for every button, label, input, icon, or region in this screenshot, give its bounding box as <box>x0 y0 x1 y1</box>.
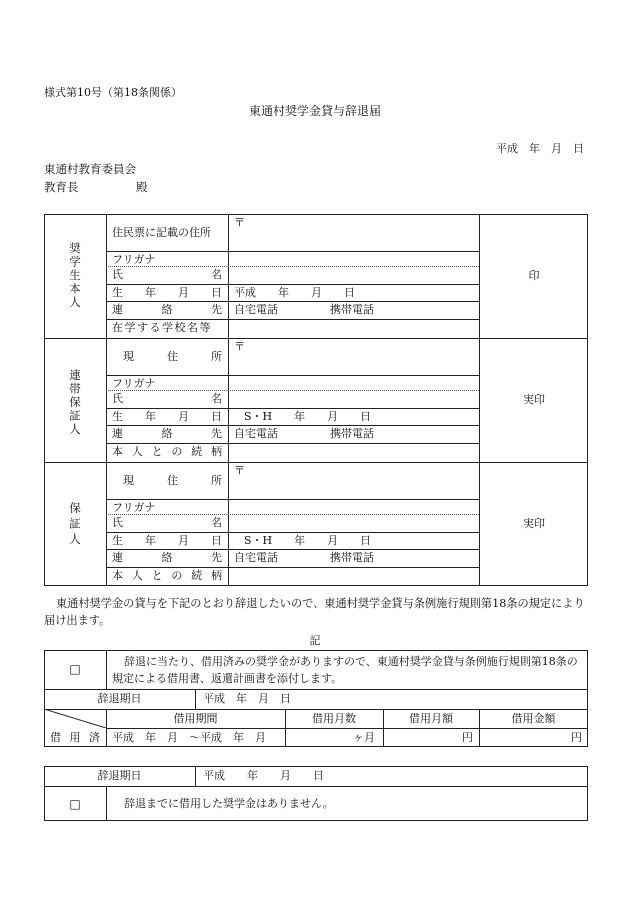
col-header-months: 借用月数 <box>312 712 356 725</box>
student-address-field[interactable] <box>229 215 479 251</box>
joint-relation-label: 本 人 と の 続 柄 <box>112 445 222 458</box>
row-label-borrowed: 借 用 済 <box>50 731 100 744</box>
joint-furigana-field[interactable] <box>229 376 479 390</box>
ki-mark: 記 <box>309 634 321 647</box>
joint-seal: 実印 <box>523 393 545 406</box>
guarantor-birth-value[interactable]: S・H 年 月 日 <box>244 534 372 547</box>
guarantor-name-field[interactable] <box>229 515 479 532</box>
joint-contact-label: 連 絡 先 <box>112 427 222 440</box>
guarantor-home-phone[interactable]: 自宅電話 <box>234 551 278 564</box>
option2-checkbox[interactable]: □ <box>69 797 81 811</box>
guarantor-furigana-field[interactable] <box>229 500 479 514</box>
joint-mobile-phone[interactable]: 携帯電話 <box>330 427 374 440</box>
option1-checkbox[interactable]: □ <box>69 662 81 676</box>
student-home-phone[interactable]: 自宅電話 <box>234 303 278 316</box>
option2-withdraw-value[interactable]: 平成 年 月 日 <box>203 769 324 782</box>
student-postal-mark: 〒 <box>234 216 245 229</box>
date-line[interactable]: 平成 年 月 日 <box>496 142 584 155</box>
statement-text: 東通村奨学金の貸与を下記のとおり辞退したいので、東通村奨学金貸与条例施行規則第18条の規定により届け出ます。 <box>44 597 585 627</box>
student-name-field[interactable] <box>229 267 479 284</box>
joint-birth-value[interactable]: S・H 年 月 日 <box>244 410 372 423</box>
joint-relation-field[interactable] <box>229 444 479 462</box>
student-name-label: 氏 名 <box>112 268 222 281</box>
student-seal: 印 <box>528 269 540 282</box>
option2-text: 辞退までに借用した奨学金はありません。 <box>124 797 334 810</box>
student-birth-value[interactable]: 平成 年 月 日 <box>234 286 355 299</box>
joint-address-label: 現 住 所 <box>112 350 222 363</box>
borrow-period-value[interactable]: 平成 年 月 ～平成 年 月 <box>112 731 266 744</box>
option1-withdraw-value[interactable]: 平成 年 月 日 <box>203 692 291 705</box>
joint-birth-label: 生 年 月 日 <box>112 410 222 423</box>
option2-withdraw-label: 辞退期日 <box>97 769 142 782</box>
guarantor-contact-label: 連 絡 先 <box>112 551 222 564</box>
guarantor-address-field[interactable] <box>229 463 479 499</box>
joint-postal-mark: 〒 <box>234 340 245 353</box>
borrow-total-yen[interactable]: 円 <box>571 731 582 744</box>
guarantor-relation-label: 本 人 と の 続 柄 <box>112 569 222 582</box>
student-birth-label: 生 年 月 日 <box>112 286 222 299</box>
document-title: 東通村奨学金貸与辞退届 <box>248 104 381 118</box>
form-number: 様式第10号（第18条関係） <box>44 86 182 99</box>
guarantor-seal: 実印 <box>523 517 545 530</box>
option1-text: 辞退に当たり、借用済みの奨学金がありますので、東通村奨学金貸与条例施行規則第18条の規定による借用書、返還計画書を添付します。 <box>112 655 578 685</box>
guarantor-address-label: 現 住 所 <box>112 474 222 487</box>
student-mobile-phone[interactable]: 携帯電話 <box>330 303 374 316</box>
borrow-monthly-yen[interactable]: 円 <box>462 731 473 744</box>
student-contact-label: 連 絡 先 <box>112 303 222 316</box>
diagonal-header-cell <box>44 709 106 728</box>
student-furigana-label: フリガナ <box>112 253 156 266</box>
guarantor-mobile-phone[interactable]: 携帯電話 <box>330 551 374 564</box>
student-furigana-field[interactable] <box>229 252 479 266</box>
guarantor-birth-label: 生 年 月 日 <box>112 534 222 547</box>
guarantor-name-label: 氏 名 <box>112 516 222 529</box>
student-school-field[interactable] <box>229 320 479 338</box>
section-label-guarantor: 保証人 <box>68 502 82 549</box>
addressee-org: 東通村教育委員会 <box>44 162 136 176</box>
option1-withdraw-label: 辞退期日 <box>97 692 142 705</box>
guarantor-postal-mark: 〒 <box>234 464 245 477</box>
col-header-period: 借用期間 <box>173 712 218 725</box>
joint-home-phone[interactable]: 自宅電話 <box>234 427 278 440</box>
col-header-total: 借用金額 <box>511 712 556 725</box>
addressee-person: 教育長 殿 <box>44 180 148 194</box>
joint-address-field[interactable] <box>229 339 479 375</box>
joint-name-field[interactable] <box>229 391 479 408</box>
col-header-monthly: 借用月額 <box>409 712 453 725</box>
student-address-label: 住民票に記載の住所 <box>112 226 211 239</box>
student-school-label: 在学する学校名等 <box>112 321 212 334</box>
section-label-joint-guarantor: 連帯保証人 <box>68 369 82 437</box>
guarantor-relation-field[interactable] <box>229 568 479 586</box>
borrow-months-unit[interactable]: ヶ月 <box>353 731 375 744</box>
joint-furigana-label: フリガナ <box>112 377 156 390</box>
section-label-student: 奨学生本人 <box>68 242 82 310</box>
joint-name-label: 氏 名 <box>112 392 222 405</box>
guarantor-furigana-label: フリガナ <box>112 501 156 514</box>
